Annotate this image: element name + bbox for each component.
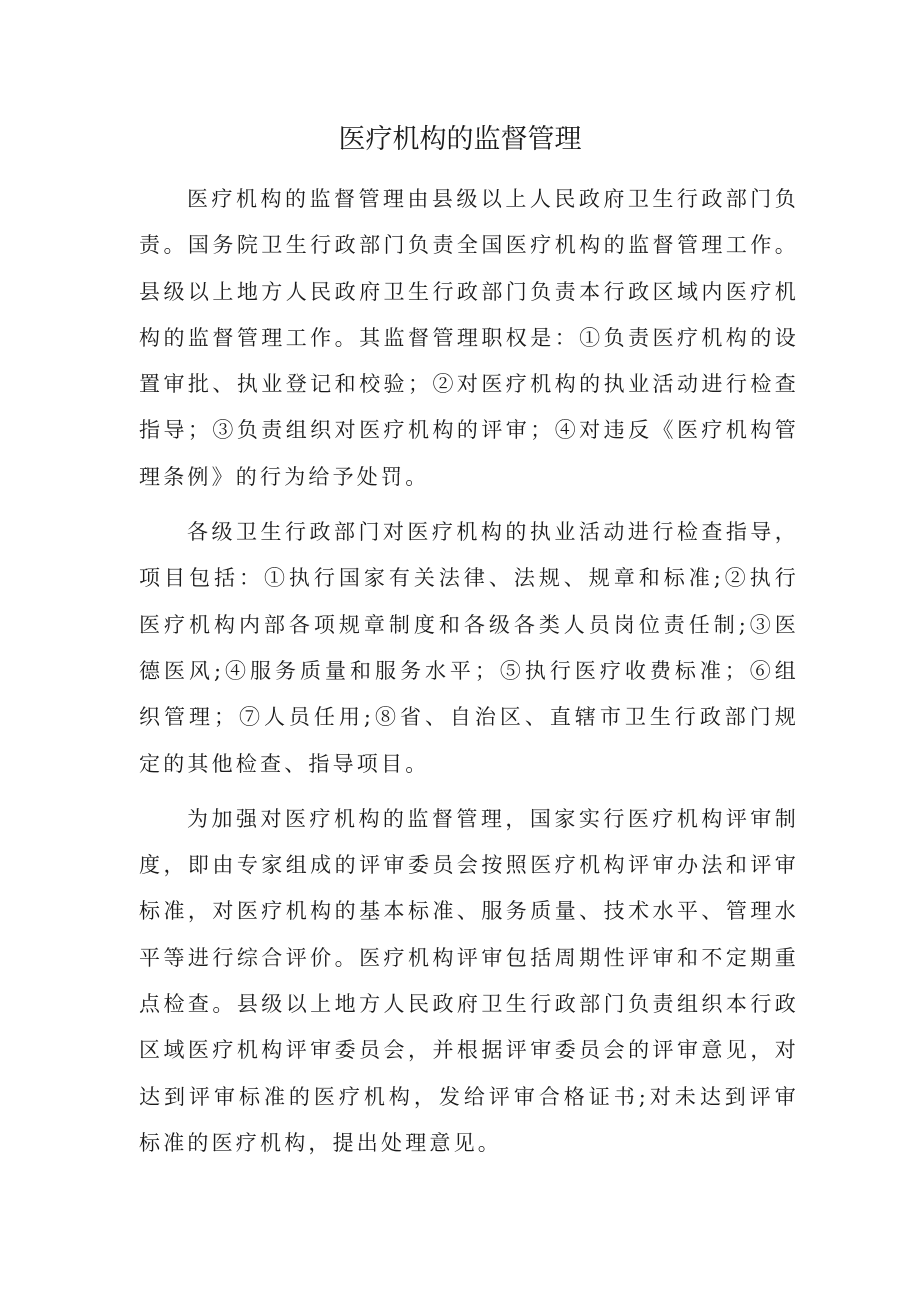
paragraph-review-system: 为加强对医疗机构的监督管理，国家实行医疗机构评审制度，即由专家组成的评审委员会按照医疗机构评审办法和评审标准，对医疗机构的基本标准、服务质量、技术水平、管理水平等进行综合评价。医疗机构评审包括周期性评审和不定期重点检查。县级以上地方人民政府卫生行政部门负责组织本行政区域医疗机构评审委员会，并根据评审委员会的评审意见，对达到评审标准的医疗机构，发给评审合格证书;对未达到评审标准的医疗机构，提出处理意见。 — [139, 806, 799, 1155]
document-body — [139, 176, 799, 1175]
paragraph-supervision-authority: 医疗机构的监督管理由县级以上人民政府卫生行政部门负责。国务院卫生行政部门负责全国医疗机构的监督管理工作。县级以上地方人民政府卫生行政部门负责本行政区域内医疗机构的监督管理工作。其监督管理职权是：①负责医疗机构的设置审批、执业登记和校验；②对医疗机构的执业活动进行检查指导；③负责组织对医疗机构的评审；④对违反《医疗机构管理条例》的行为给予处罚。 — [139, 187, 799, 489]
paragraph-inspection-items: 各级卫生行政部门对医疗机构的执业活动进行检查指导，项目包括：①执行国家有关法律、法规、规章和标准;②执行医疗机构内部各项规章制度和各级各类人员岗位责任制;③医德医风;④服务质量和服务水平；⑤执行医疗收费标准；⑥组织管理；⑦人员任用;⑧省、自治区、直辖市卫生行政部门规定的其他检查、指导项目。 — [139, 520, 799, 776]
document-title: 医疗机构的监督管理 — [338, 124, 582, 155]
